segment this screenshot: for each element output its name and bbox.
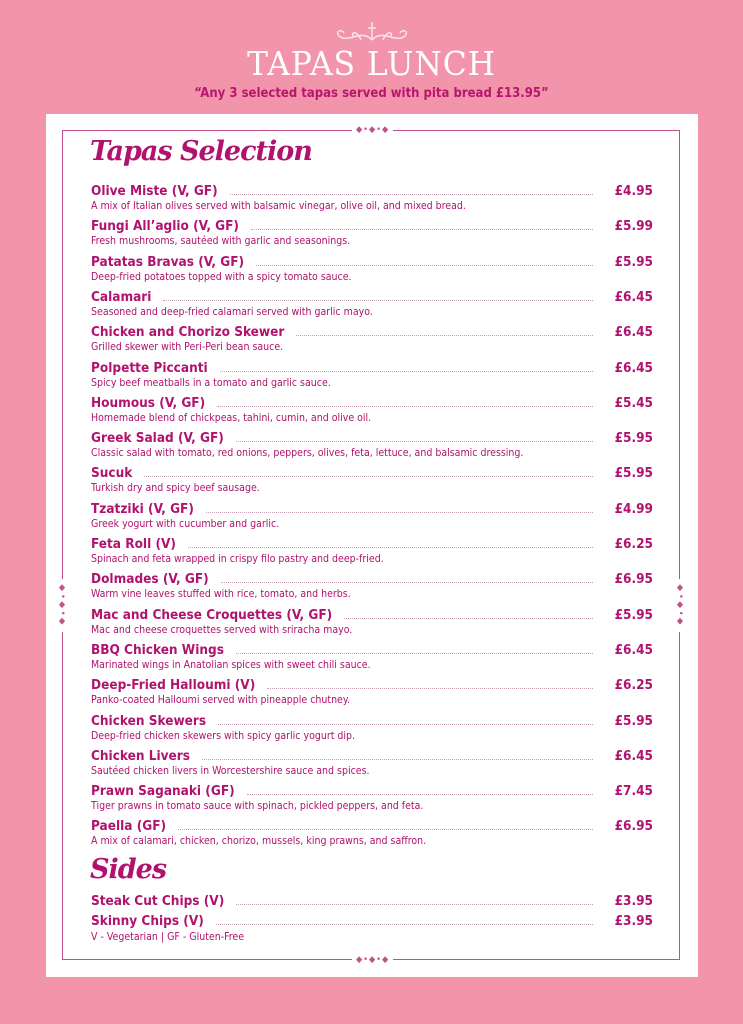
- page-title: TAPAS LUNCH: [247, 44, 496, 83]
- item-description: Panko-coated Halloumi served with pineapple chutney.: [91, 694, 350, 707]
- menu-item: [91, 640, 653, 675]
- menu-item: [91, 428, 653, 463]
- item-description: Warm vine leaves stuffed with rice, tomato, and herbs.: [91, 588, 351, 601]
- item-description: A mix of Italian olives served with balsamic vinegar, olive oil, and mixed bread.: [91, 200, 466, 212]
- dot-leader: [144, 476, 593, 477]
- dot-leader: [221, 582, 593, 583]
- menu-item-row: [91, 287, 653, 305]
- item-name: Calamari: [91, 288, 152, 305]
- item-price: £5.45: [614, 394, 653, 411]
- menu-item-row: [91, 463, 653, 481]
- item-price: £5.95: [614, 465, 653, 482]
- item-description: Mac and cheese croquettes served with sriracha mayo.: [91, 623, 353, 636]
- item-price: £6.45: [614, 288, 653, 305]
- dot-leader: [178, 829, 593, 830]
- menu-item: [91, 322, 653, 357]
- item-name: Houmous (V, GF): [91, 394, 206, 411]
- menu-item-row: [91, 816, 653, 834]
- diamond-ornament-icon: ◆•◆•◆: [675, 579, 685, 632]
- dot-leader: [236, 653, 593, 654]
- menu-item-row: [91, 911, 653, 929]
- item-price: £4.99: [614, 500, 653, 517]
- menu-card: [46, 114, 698, 977]
- menu-item: [91, 463, 653, 498]
- menu-item: [91, 534, 653, 569]
- item-name: Deep-Fried Halloumi (V): [91, 677, 256, 694]
- item-price: £5.95: [614, 712, 653, 729]
- dot-leader: [251, 229, 593, 230]
- menu-item: [91, 781, 653, 816]
- item-description: Classic salad with tomato, red onions, peppers, olives, feta, lettuce, and balsamic dressing.: [91, 447, 524, 460]
- dot-leader: [247, 794, 593, 795]
- dot-leader: [236, 441, 593, 442]
- dietary-legend: V - Vegetarian | GF - Gluten-Free: [91, 931, 245, 943]
- menu-item: [91, 816, 653, 851]
- item-price: £7.45: [614, 783, 653, 800]
- menu-item-row: [91, 322, 653, 340]
- item-name: Fungi All’aglio (V, GF): [91, 218, 239, 235]
- item-description: Spicy beef meatballs in a tomato and garlic sauce.: [91, 376, 331, 389]
- menu-item-row: [91, 675, 653, 693]
- item-name: Sucuk: [91, 465, 133, 482]
- item-description: Fresh mushrooms, sautéed with garlic and seasonings.: [91, 235, 351, 248]
- item-description: Turkish dry and spicy beef sausage.: [91, 482, 260, 495]
- item-price: £5.99: [614, 218, 653, 235]
- item-price: £6.45: [614, 359, 653, 376]
- item-name: BBQ Chicken Wings: [91, 641, 224, 658]
- dot-leader: [230, 194, 593, 195]
- item-name: Dolmades (V, GF): [91, 571, 209, 588]
- item-name: Steak Cut Chips (V): [91, 893, 225, 909]
- item-description: A mix of calamari, chicken, chorizo, mussels, king prawns, and saffron.: [91, 835, 427, 848]
- item-name: Prawn Saganaki (GF): [91, 783, 235, 800]
- item-price: £5.95: [614, 606, 653, 623]
- item-description: Deep-fried chicken skewers with spicy garlic yogurt dip.: [91, 729, 356, 742]
- item-description: Deep-fried potatoes topped with a spicy tomato sauce.: [91, 270, 352, 283]
- menu-item: [91, 499, 653, 534]
- item-price: £6.95: [614, 571, 653, 588]
- menu-item: [91, 393, 653, 428]
- item-description: Marinated wings in Anatolian spices with sweet chili sauce.: [91, 658, 371, 671]
- item-price: £3.95: [614, 912, 653, 929]
- menu-item: [91, 358, 653, 393]
- item-name: Skinny Chips (V): [91, 912, 204, 929]
- menu-item: [91, 216, 653, 251]
- item-price: £6.25: [614, 536, 653, 552]
- menu-item-row: [91, 216, 653, 234]
- dot-leader: [296, 335, 593, 336]
- dot-leader: [216, 924, 593, 925]
- menu-item-row: [91, 640, 653, 658]
- menu-item-row: [91, 781, 653, 799]
- menu-item: [91, 605, 653, 640]
- item-price: £5.95: [614, 430, 653, 447]
- item-description: Greek yogurt with cucumber and garlic.: [91, 517, 280, 530]
- dot-leader: [206, 512, 593, 513]
- item-description: Seasoned and deep-fried calamari served with garlic mayo.: [91, 305, 373, 318]
- item-description: Homemade blend of chickpeas, tahini, cumin, and olive oil.: [91, 411, 372, 424]
- item-name: Chicken Skewers: [91, 712, 207, 729]
- dot-leader: [256, 265, 593, 266]
- menu-item-row: [91, 499, 653, 517]
- menu-item-row: [91, 711, 653, 729]
- menu-item: [91, 287, 653, 322]
- item-name: Tzatziki (V, GF): [91, 500, 194, 517]
- lunch-offer: “Any 3 selected tapas served with pita bread £13.95”: [194, 86, 549, 101]
- dot-leader: [267, 688, 593, 689]
- menu-item-row: [91, 428, 653, 446]
- menu-item-row: [91, 181, 653, 199]
- dot-leader: [163, 300, 593, 301]
- menu-item-row: [91, 252, 653, 270]
- diamond-ornament-icon: ◆•◆•◆: [352, 125, 393, 135]
- item-price: £4.95: [614, 183, 653, 199]
- menu-item-row: [91, 393, 653, 411]
- dot-leader: [188, 547, 593, 548]
- diamond-ornament-icon: ◆•◆•◆: [352, 955, 393, 965]
- item-name: Greek Salad (V, GF): [91, 430, 224, 447]
- menu-item: [91, 252, 653, 287]
- item-price: £3.95: [614, 893, 653, 909]
- menu-item: [91, 569, 653, 604]
- item-name: Mac and Cheese Croquettes (V, GF): [91, 606, 333, 623]
- side-item: [91, 891, 653, 910]
- menu-item-row: [91, 358, 653, 376]
- menu-item: [91, 746, 653, 781]
- menu-item-row: [91, 534, 653, 552]
- menu-item: [91, 181, 653, 216]
- diamond-ornament-icon: ◆•◆•◆: [57, 579, 67, 632]
- menu-item-row: [91, 891, 653, 909]
- menu-item: [91, 711, 653, 746]
- dot-leader: [220, 371, 593, 372]
- dot-leader: [344, 618, 593, 619]
- item-description: Grilled skewer with Peri-Peri bean sauce.: [91, 341, 284, 354]
- dot-leader: [236, 904, 593, 905]
- item-name: Feta Roll (V): [91, 536, 176, 552]
- section-heading-tapas: Tapas Selection: [90, 136, 312, 167]
- dot-leader: [218, 724, 593, 725]
- item-price: £6.45: [614, 641, 653, 658]
- item-price: £6.45: [614, 324, 653, 341]
- item-name: Patatas Bravas (V, GF): [91, 253, 245, 270]
- dot-leader: [217, 406, 593, 407]
- item-name: Polpette Piccanti: [91, 359, 208, 376]
- item-description: Spinach and feta wrapped in crispy filo pastry and deep-fried.: [91, 553, 384, 565]
- menu-item: [91, 675, 653, 710]
- section-heading-sides: Sides: [90, 854, 167, 885]
- item-price: £6.25: [614, 677, 653, 694]
- side-item: [91, 911, 653, 930]
- menu-item-row: [91, 605, 653, 623]
- item-price: £6.95: [614, 818, 653, 835]
- item-description: Sautéed chicken livers in Worcestershire sauce and spices.: [91, 764, 370, 777]
- menu-item-row: [91, 746, 653, 764]
- item-price: £5.95: [614, 253, 653, 270]
- item-name: Chicken and Chorizo Skewer: [91, 324, 285, 341]
- item-name: Chicken Livers: [91, 747, 191, 764]
- item-description: Tiger prawns in tomato sauce with spinach, pickled peppers, and feta.: [91, 800, 424, 813]
- item-name: Paella (GF): [91, 818, 167, 835]
- menu-item-row: [91, 569, 653, 587]
- item-price: £6.45: [614, 747, 653, 764]
- dot-leader: [202, 759, 593, 760]
- item-name: Olive Miste (V, GF): [91, 183, 218, 199]
